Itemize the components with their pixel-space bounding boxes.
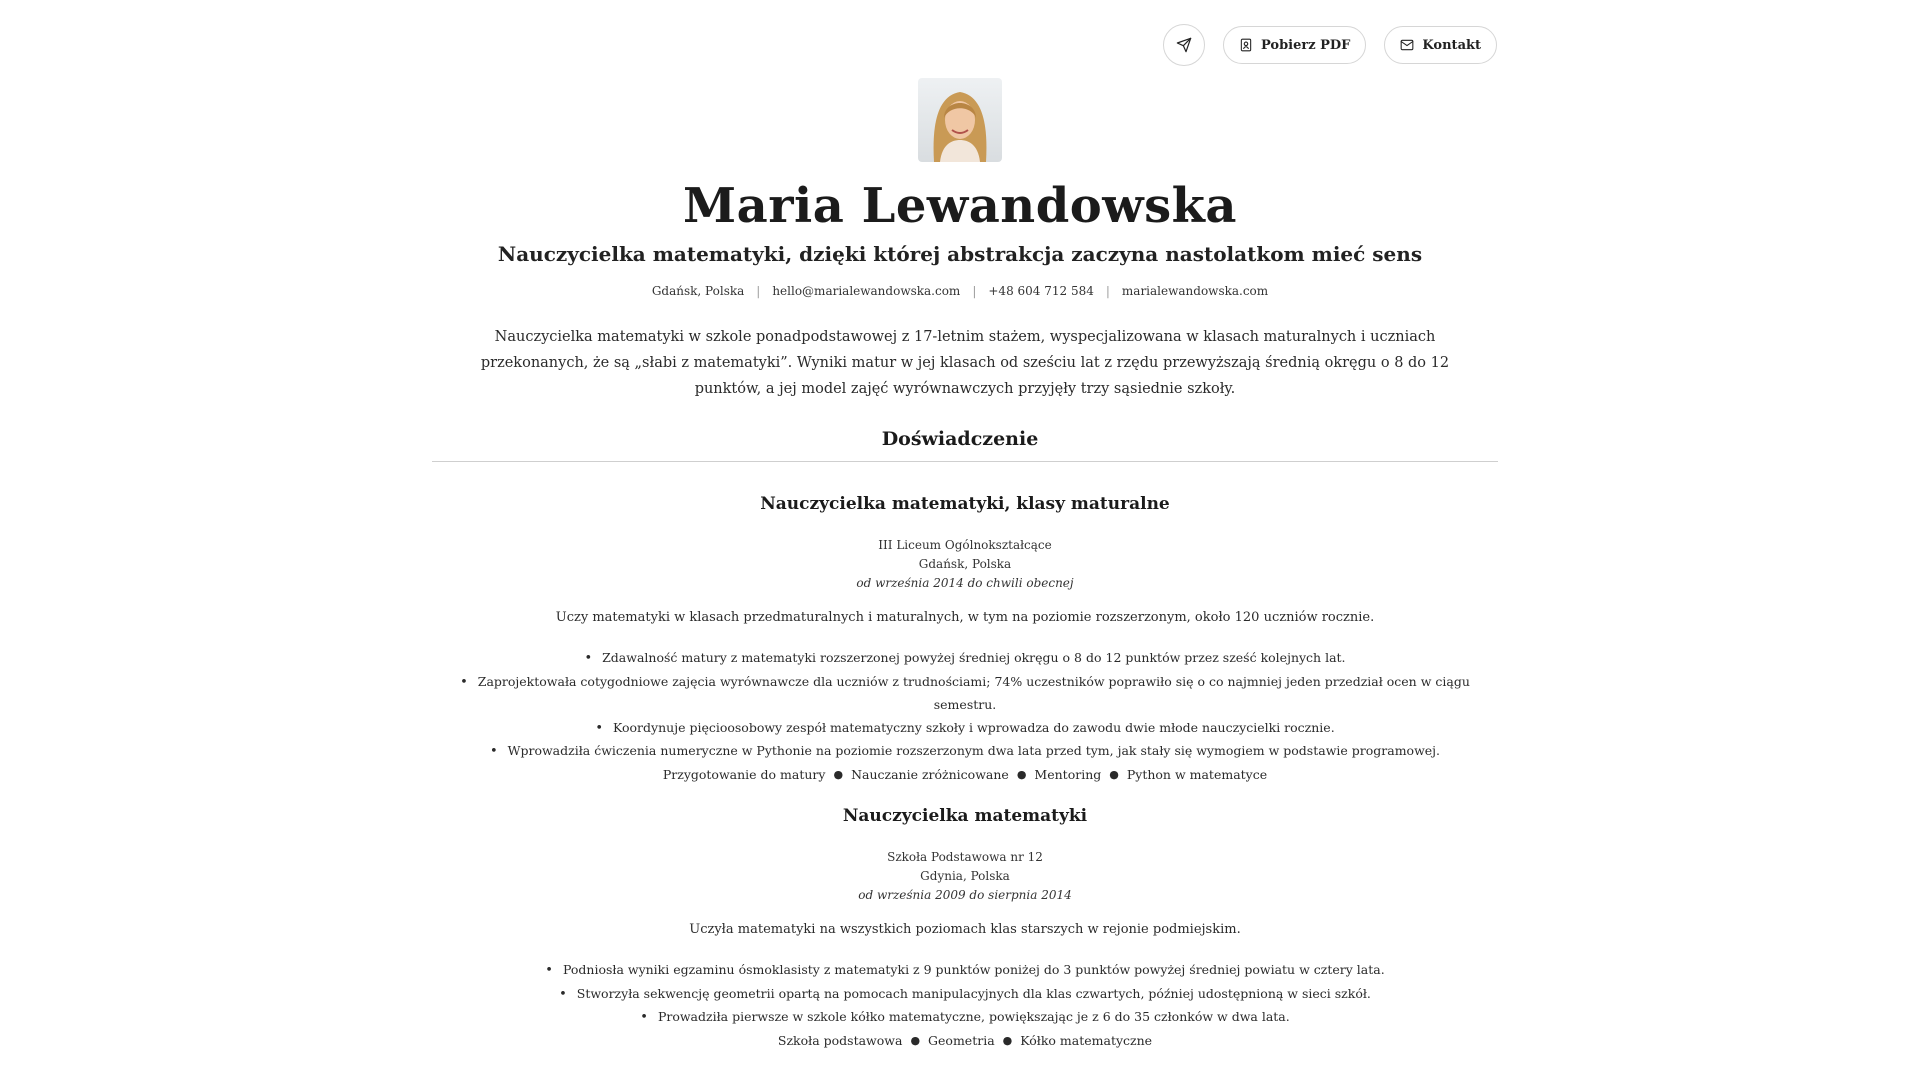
job-title: Nauczycielka matematyki <box>842 806 1088 826</box>
achievement-list <box>432 647 1498 764</box>
share-button[interactable] <box>1163 24 1205 66</box>
job-description: Uczy matematyki w klasach przedmaturalnych i maturalnych, w tym na poziomie rozszerzonym, około 120 uczniów rocznie. <box>555 610 1375 625</box>
experience-entry <box>432 492 1498 786</box>
skill-tag: Przygotowanie do matury <box>662 766 826 782</box>
employer-name: Szkoła Podstawowa nr 12 <box>887 850 1043 864</box>
top-toolbar <box>1163 24 1497 66</box>
person-name: Maria Lewandowska <box>683 178 1237 234</box>
tag-separator: ● <box>1016 767 1027 781</box>
list-item: • Prowadziła pierwsze w szkole kółko matematyczne, powiększając je z 6 do 35 członków w dwa lata. <box>432 1006 1498 1030</box>
profile-header <box>0 78 1920 298</box>
send-icon <box>1176 37 1192 53</box>
job-title: Nauczycielka matematyki, klasy maturalne <box>760 494 1170 514</box>
list-item: • Podniosła wyniki egzaminu ósmoklasisty z matematyki z 9 punktów poniżej do 3 punktów powyżej średniej powiatu w cztery lata. <box>432 959 1498 983</box>
skill-tag: Mentoring <box>1034 766 1102 782</box>
phone-link[interactable]: +48 604 712 584 <box>988 284 1094 298</box>
section-title-experience: Doświadczenie <box>881 428 1039 450</box>
tagline: Nauczycielka matematyki, dzięki której abstrakcja zaczyna nastolatkom mieć sens <box>497 242 1423 266</box>
separator: | <box>756 284 761 298</box>
skill-tag: Nauczanie zróżnicowane <box>851 766 1009 782</box>
email-link[interactable]: hello@marialewandowska.com <box>772 284 961 298</box>
skill-tag: Python w matematyce <box>1126 766 1268 782</box>
skill-tag: Kółko matematyczne <box>1020 1032 1153 1048</box>
skill-tag: Geometria <box>928 1032 995 1048</box>
job-dates: od września 2009 do sierpnia 2014 <box>858 888 1072 902</box>
list-item: • Zaprojektowała cotygodniowe zajęcia wyrównawcze dla uczniów z trudnościami; 74% uczestników poprawiło się o co najmniej jeden przedział ocen w ciągu semestru. <box>432 671 1498 717</box>
employer-name: III Liceum Ogólnokształcące <box>878 538 1052 552</box>
download-pdf-button[interactable] <box>1223 26 1366 64</box>
skill-tag: Szkoła podstawowa <box>777 1032 903 1048</box>
website-link[interactable]: marialewandowska.com <box>1121 284 1269 298</box>
mail-icon <box>1400 38 1414 52</box>
skill-tags <box>432 764 1498 786</box>
contact-label: Kontakt <box>1422 37 1481 53</box>
list-item: • Wprowadziła ćwiczenia numeryczne w Pythonie na poziomie rozszerzonym dwa lata przed tym, jak stały się wymogiem w podstawie programowej. <box>432 740 1498 764</box>
contact-button[interactable] <box>1384 26 1497 64</box>
separator: | <box>972 284 977 298</box>
skill-tags <box>432 1030 1498 1052</box>
job-meta <box>432 536 1498 593</box>
download-pdf-label: Pobierz PDF <box>1260 37 1351 53</box>
list-item: • Koordynuje pięcioosobowy zespół matematyczny szkoły i wprowadza do zawodu dwie młode nauczycielki rocznie. <box>432 717 1498 741</box>
section-divider <box>432 461 1498 462</box>
job-location: Gdańsk, Polska <box>918 557 1012 571</box>
profile-summary: Nauczycielka matematyki w szkole ponadpodstawowej z 17-letnim stażem, wyspecjalizowana w klasach maturalnych i uczniach przekonanych, że są „słabi z matematyki”. Wyniki matur w jej klasach od sześciu lat z rzędu przewyższają średnią okręgu o 8 do 12 punktów, a jej model zajęć wyrównawczych przyjęły trzy sąsiednie szkoły. <box>480 329 1450 397</box>
contact-line <box>0 284 1920 298</box>
job-dates: od września 2014 do chwili obecnej <box>856 576 1074 590</box>
job-meta <box>432 848 1498 905</box>
achievement-list <box>432 959 1498 1030</box>
tag-separator: ● <box>1109 767 1119 781</box>
tag-separator: ● <box>910 1033 921 1047</box>
location-text: Gdańsk, Polska <box>651 284 745 298</box>
list-item: • Stworzyła sekwencję geometrii opartą na pomocach manipulacyjnych dla klas czwartych, później udostępnioną w sieci szkół. <box>432 983 1498 1007</box>
experience-entry <box>432 804 1498 1052</box>
document-download-icon <box>1239 38 1253 52</box>
list-item: • Zdawalność matury z matematyki rozszerzonej powyżej średniej okręgu o 8 do 12 punktów przez sześć kolejnych lat. <box>432 647 1498 671</box>
job-location: Gdynia, Polska <box>920 869 1010 883</box>
tag-separator: ● <box>833 767 844 781</box>
avatar <box>918 78 1002 162</box>
tag-separator: ● <box>1002 1033 1013 1047</box>
job-description: Uczyła matematyki na wszystkich poziomach klas starszych w rejonie podmiejskim. <box>689 922 1241 937</box>
separator: | <box>1105 284 1110 298</box>
